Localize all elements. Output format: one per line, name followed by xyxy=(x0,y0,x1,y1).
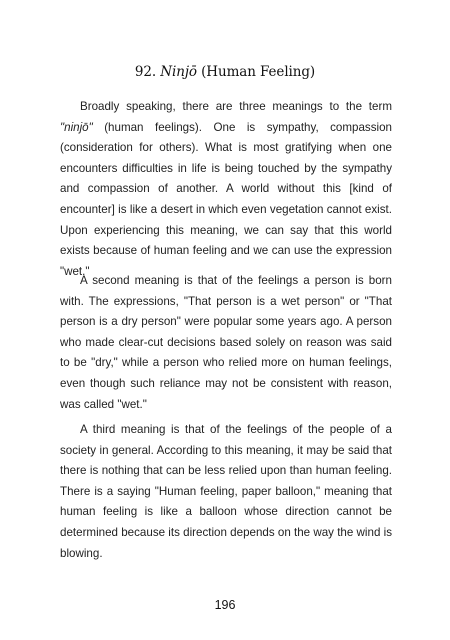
section-subtitle: (Human Feeling) xyxy=(201,64,316,80)
paragraph-1-text xyxy=(60,97,392,282)
paragraph-3-text: A third meaning is that of the feelings of the people of a society in general. According to this meaning, it may be said that there is nothing that can be less relied upon than human feeling. There is a saying "Human feeling, paper balloon," meaning that human feeling is like a balloon whose direction cannot be determined because its direction depends on the way the wind is blowing. xyxy=(60,423,392,560)
section-term: Ninjō xyxy=(160,64,197,80)
page-number: 196 xyxy=(214,598,236,612)
paragraph-1-part-a: Broadly speaking, there are three meanings to the term xyxy=(80,100,392,113)
section-number: 92. xyxy=(134,64,157,80)
paragraph-1-italic-term: "ninjō" xyxy=(60,120,93,134)
paragraph-1-part-b: (human feelings). One is sympathy, compassion (consideration for others). What is most gratifying when one encounters difficulties in life is being touched by the sympathy and compassion of another. A world without this [kind of encounter] is like a desert in which even vegetation cannot exist. Upon experiencing this meaning, we can say that this world exists because of human feeling and we can use the expression "wet." xyxy=(60,120,392,278)
paragraph-1 xyxy=(60,97,392,282)
paragraph-3 xyxy=(60,420,392,564)
paragraph-2 xyxy=(60,271,392,415)
section-heading xyxy=(0,64,450,80)
paragraph-2-text: A second meaning is that of the feelings a person is born with. The expressions, "That person is a wet person" or "That person is a dry person" were popular some years ago. A person who made clear-cut decisions based solely on reason was said to be "dry," while a person who relied more on human feelings, even though such reliance may not be consistent with reason, was called "wet." xyxy=(60,274,392,411)
